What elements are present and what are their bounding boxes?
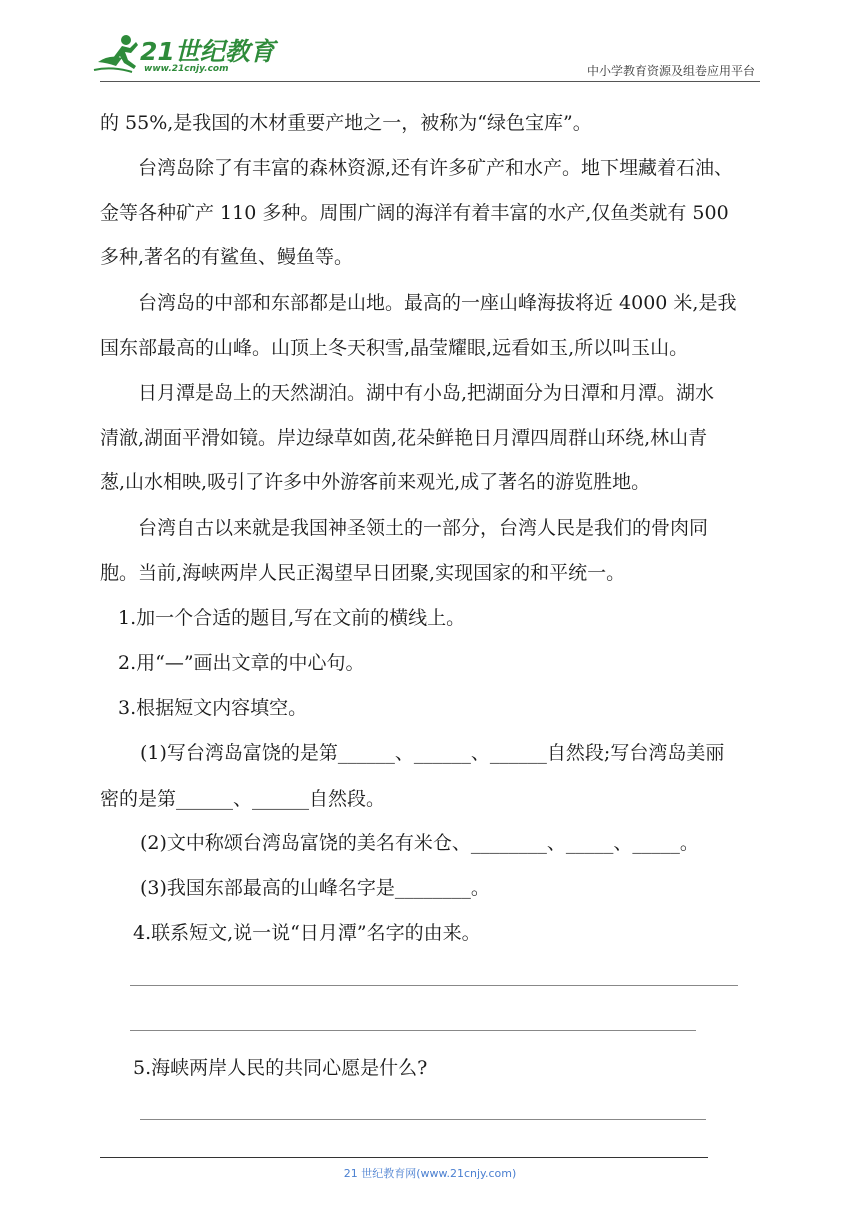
answer-line[interactable] [130,1030,696,1031]
logo-url: www.21cnjy.com [144,64,229,74]
footer-divider [100,1157,708,1158]
question-3-2: (2)文中称颂台湾岛富饶的美名有米仓、________、_____、_____。 [140,832,699,854]
site-logo [92,30,275,80]
page-header [0,0,860,90]
footer-link[interactable]: 21 世纪教育网(www.21cnjy.com) [343,1167,517,1180]
question-3: 3.根据短文内容填空。 [118,697,308,719]
question-5: 5.海峡两岸人民的共同心愿是什么? [133,1057,428,1079]
answer-line[interactable] [130,985,738,986]
passage-line: 金等各种矿产 110 多种。周围广阔的海洋有着丰富的水产,仅鱼类就有 500 [100,202,729,224]
passage-line: 的 55%,是我国的木材重要产地之一，被称为“绿色宝库”。 [100,112,592,134]
runner-icon [92,32,142,76]
answer-line[interactable] [140,1119,706,1120]
platform-title: 中小学教育资源及组卷应用平台 [586,64,755,78]
question-2: 2.用“—”画出文章的中心句。 [118,652,365,674]
logo-text: 21世纪教育 [140,37,275,66]
passage-line: 台湾自古以来就是我国神圣领土的一部分，台湾人民是我们的骨肉同 [138,517,709,539]
passage-line: 日月潭是岛上的天然湖泊。湖中有小岛,把湖面分为日潭和月潭。湖水 [138,382,715,404]
passage-line: 胞。当前,海峡两岸人民正渴望早日团聚,实现国家的和平统一。 [100,562,626,584]
question-3-1-continued: 密的是第______、______自然段。 [100,788,386,810]
question-4: 4.联系短文,说一说“日月潭”名字的由来。 [133,922,481,944]
question-3-1: (1)写台湾岛富饶的是第______、______、______自然段;写台湾岛美丽 [140,742,725,764]
passage-line: 台湾岛除了有丰富的森林资源,还有许多矿产和水产。地下埋藏着石油、 [138,157,734,179]
question-1: 1.加一个合适的题目,写在文前的横线上。 [118,607,466,629]
question-3-3: (3)我国东部最高的山峰名字是________。 [140,877,490,899]
passage-line: 清澈,湖面平滑如镜。岸边绿草如茵,花朵鲜艳日月潭四周群山环绕,林山青 [100,427,708,449]
passage-line: 多种,著名的有鲨鱼、鳗鱼等。 [100,246,354,268]
passage-line: 台湾岛的中部和东部都是山地。最高的一座山峰海拔将近 4000 米,是我 [138,292,737,314]
passage-line: 国东部最高的山峰。山顶上冬天积雪,晶莹耀眼,远看如玉,所以叫玉山。 [100,337,689,359]
header-divider [100,81,760,82]
passage-line: 葱,山水相映,吸引了许多中外游客前来观光,成了著名的游览胜地。 [100,471,651,493]
